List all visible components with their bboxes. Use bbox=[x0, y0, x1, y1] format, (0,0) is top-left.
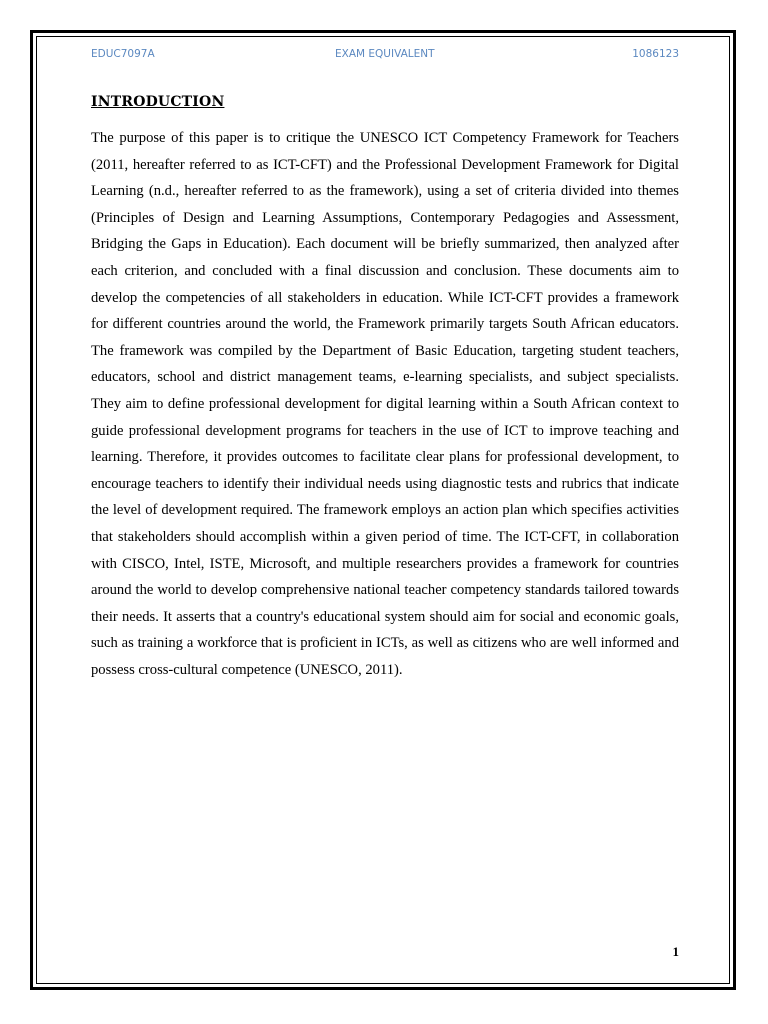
page-number: 1 bbox=[672, 944, 679, 959]
header-exam-type: EXAM EQUIVALENT bbox=[335, 48, 435, 60]
header-student-number: 1086123 bbox=[632, 48, 679, 60]
page-header bbox=[91, 48, 679, 64]
body-paragraph: The purpose of this paper is to critique the UNESCO ICT Competency Framework for Teachers (2011, hereafter referred to as ICT-CFT) and the Professional Development Framework for Digital Learning (n.d., hereafter referred to as the framework), using a set of criteria divided into themes (Principles of Design and Learning Assumptions, Contemporary Pedagogies and Assessment, Bridging the Gaps in Education). Each document will be briefly summarized, then analyzed after each criterion, and concluded with a final discussion and conclusion. These documents aim to develop the competencies of all stakeholders in education. While ICT-CFT provides a framework for different countries around the world, the Framework primarily targets South African educators. The framework was compiled by the Department of Basic Education, targeting student teachers, educators, school and district management teams, e-learning specialists, and subject specialists. They aim to define professional development for digital learning within a South African context to guide professional development programs for teachers in the use of ICT to improve teaching and learning. Therefore, it provides outcomes to facilitate clear plans for professional development, to encourage teachers to identify their individual needs using diagnostic tests and rubrics that indicate the level of development required. The framework employs an action plan which specifies activities that stakeholders should accomplish within a given period of time. The ICT-CFT, in collaboration with CISCO, Intel, ISTE, Microsoft, and multiple researchers provides a framework for countries around the world to develop comprehensive national teacher competency standards tailored towards their needs. It asserts that a country's educational system should aim for social and economic goals, such as training a workforce that is proficient in ICTs, as well as citizens who are well informed and possess cross-cultural competence (UNESCO, 2011). bbox=[91, 130, 679, 678]
header-course-code: EDUC7097A bbox=[91, 48, 155, 60]
section-heading: INTRODUCTION bbox=[91, 94, 225, 110]
